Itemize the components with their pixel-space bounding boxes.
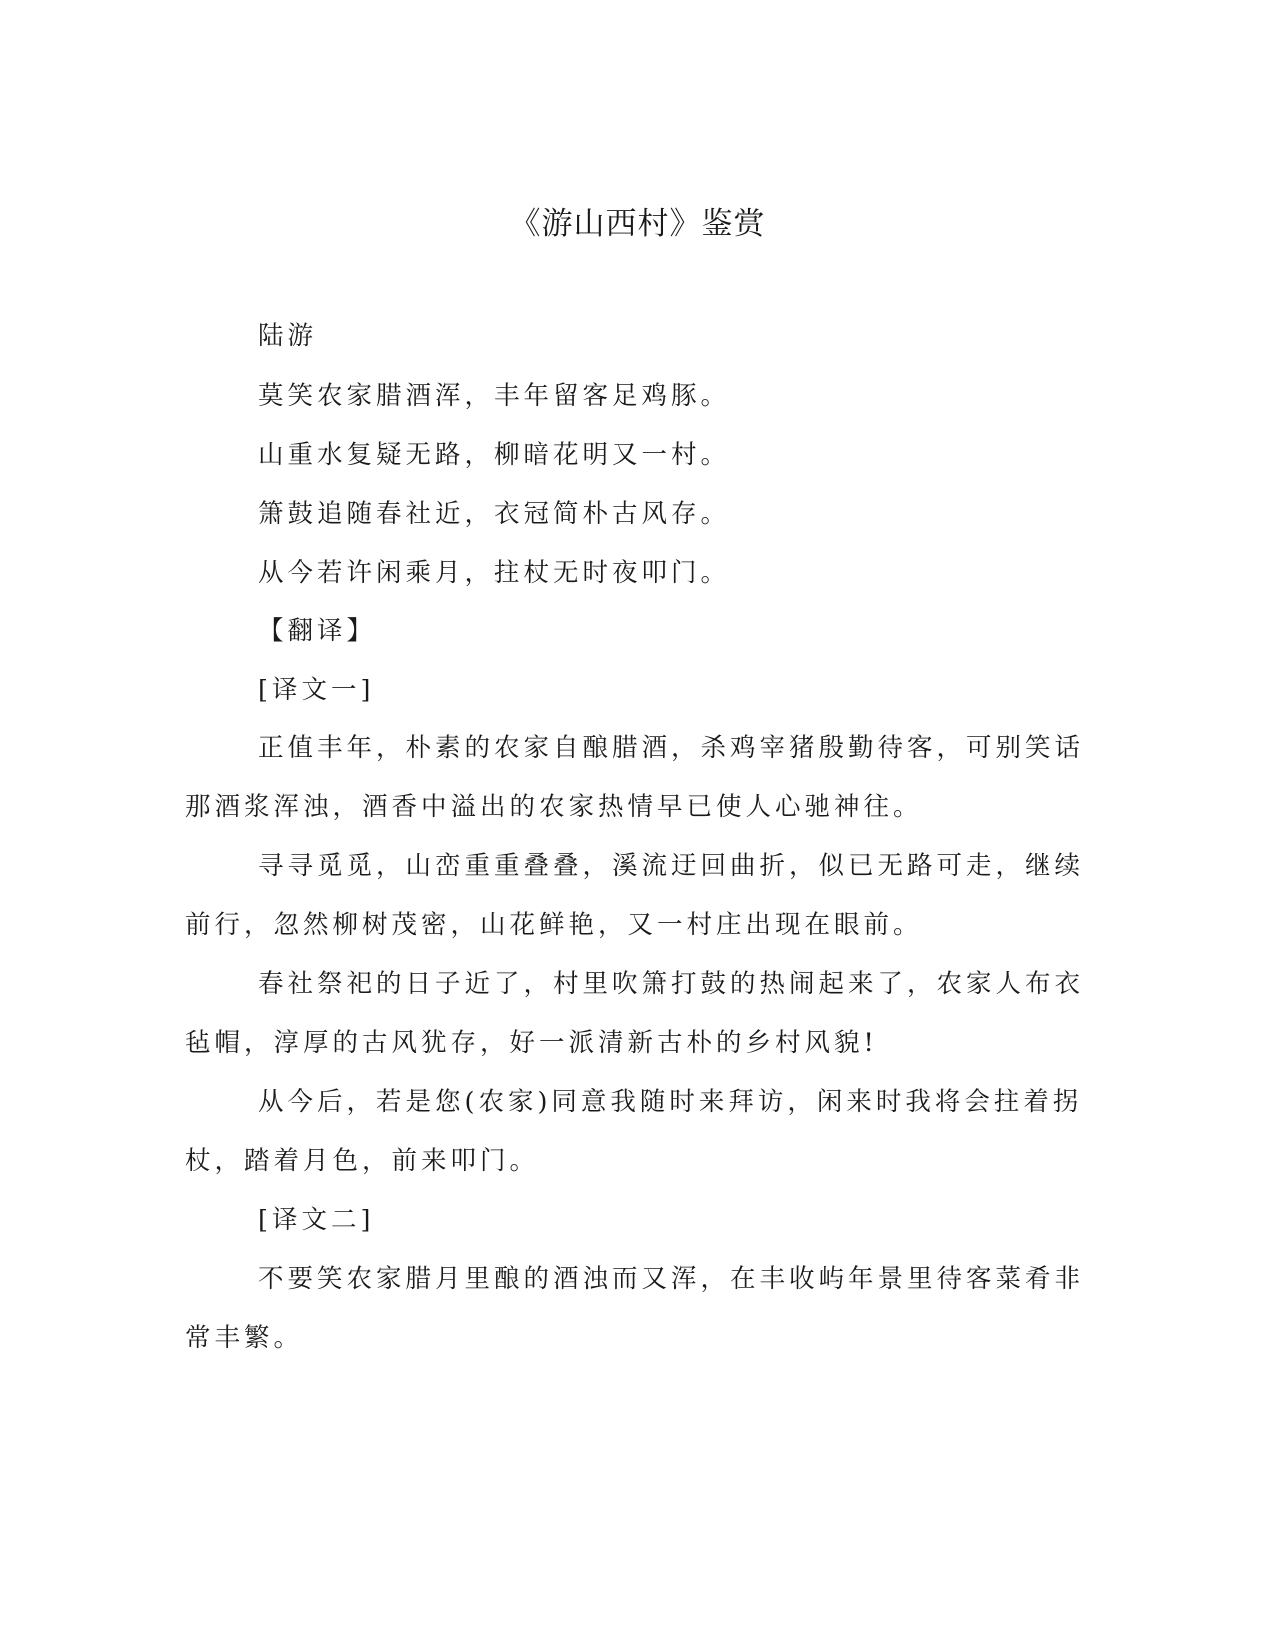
poem-line: 山重水复疑无路，柳暗花明又一村。 — [258, 440, 731, 470]
author-name: 陆游 — [258, 321, 318, 351]
poem-line: 箫鼓追随春社近，衣冠简朴古风存。 — [258, 499, 731, 529]
paragraph-line: 从今后，若是您(农家)同意我随时来拜访，闲来时我将会拄着拐 — [258, 1087, 1083, 1117]
paragraph-line: 正值丰年，朴素的农家自酿腊酒，杀鸡宰猪殷勤待客，可别笑话 — [258, 733, 1085, 763]
paragraph-line: 寻寻觅觅，山峦重重叠叠，溪流迂回曲折，似已无路可走，继续 — [258, 851, 1085, 881]
translation-heading: 【翻译】 — [258, 616, 377, 646]
version-two-label: [译文二] — [258, 1205, 375, 1235]
paragraph-line: 常丰繁。 — [185, 1323, 304, 1353]
paragraph-line: 不要笑农家腊月里酿的酒浊而又浑，在丰收屿年景里待客菜肴非 — [258, 1264, 1085, 1294]
paragraph-line: 杖，踏着月色，前来叩门。 — [185, 1146, 540, 1176]
paragraph-line: 前行，忽然柳树茂密，山花鲜艳，又一村庄出现在眼前。 — [185, 910, 923, 940]
poem-line: 莫笑农家腊酒浑，丰年留客足鸡豚。 — [258, 381, 731, 411]
version-one-label: [译文一] — [258, 675, 375, 705]
page-title: 《游山西村》鉴赏 — [509, 206, 766, 242]
paragraph-line: 那酒浆浑浊，酒香中溢出的农家热情早已使人心驰神往。 — [185, 792, 923, 822]
poem-line: 从今若许闲乘月，拄杖无时夜叩门。 — [258, 558, 731, 588]
paragraph-line: 春社祭祀的日子近了，村里吹箫打鼓的热闹起来了，农家人布衣 — [258, 969, 1085, 999]
paragraph-line: 毡帽，淳厚的古风犹存，好一派清新古朴的乡村风貌! — [185, 1028, 878, 1058]
